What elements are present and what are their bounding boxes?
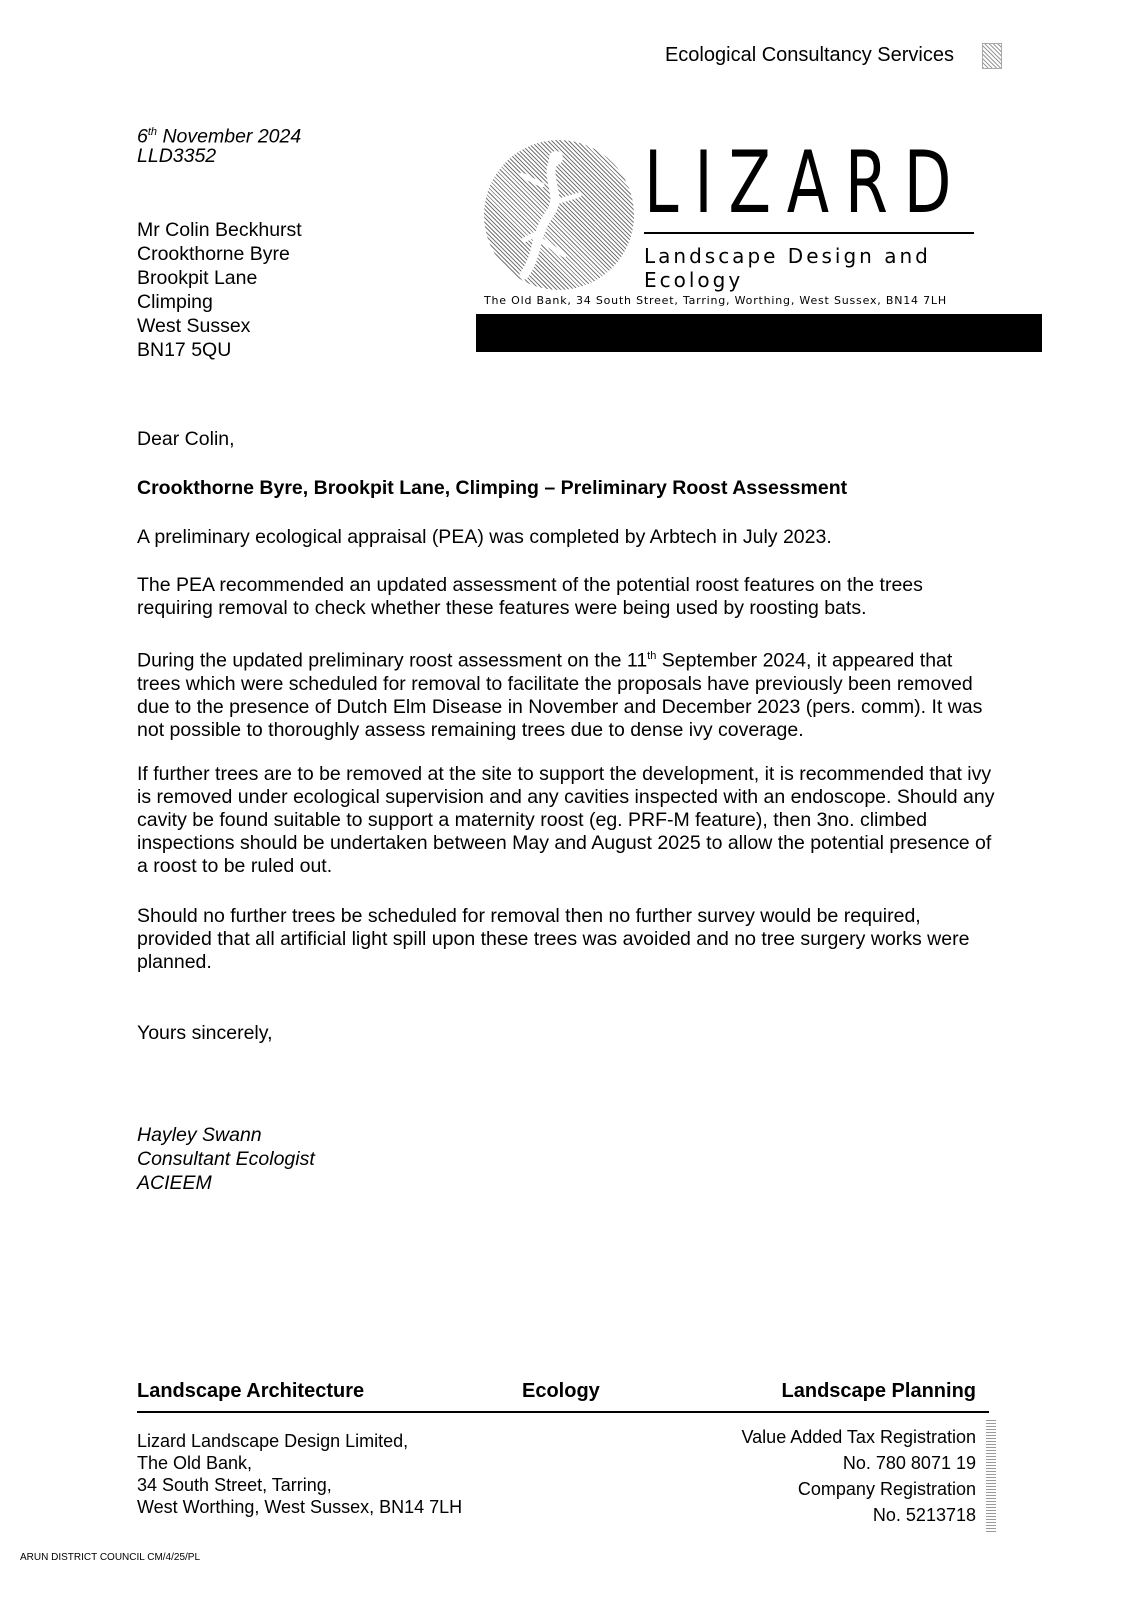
signatory-name: Hayley Swann [137, 1124, 262, 1146]
signature-block [137, 1123, 315, 1195]
header-page-badge [982, 43, 1002, 69]
recipient-address [137, 218, 302, 362]
footer-address-line: 34 South Street, Tarring, [137, 1475, 332, 1495]
recipient-line: Brookpit Lane [137, 267, 258, 289]
footer-address-line: The Old Bank, [137, 1453, 253, 1473]
footer-decorative-strip [986, 1418, 996, 1532]
redaction-bar [476, 314, 1042, 352]
paragraph-3: During the updated preliminary roost assessment on the 11th September 2024, it appeared that trees which were scheduled for removal to facilitate the proposals have previously been removed due to the presence of Dutch Elm Disease in November and December 2023 (pers. comm). It was not possible to thoroughly assess remaining trees due to dense ivy coverage. [137, 649, 983, 741]
closing: Yours sincerely, [137, 1022, 273, 1044]
signatory-credential: ACIEEM [137, 1172, 212, 1194]
paragraph-5: Should no further trees be scheduled for removal then no further survey would be required, provided that all artificial light spill upon these trees was avoided and no tree surgery works were planned. [137, 905, 970, 973]
paragraph-1: A preliminary ecological appraisal (PEA) was completed by Arbtech in July 2023. [137, 526, 832, 548]
paragraph-4: If further trees are to be removed at the site to support the development, it is recommended that ivy is removed under ecological supervision and any cavities inspected with an endoscope. Should any cavity be found suitable to support a maternity roost (eg. PRF-M feature), then 3no. climbed inspections should be undertaken between May and August 2025 to allow the potential presence of a roost to be ruled out. [137, 763, 995, 877]
letter-subject: Crookthorne Byre, Brookpit Lane, Climping – Preliminary Roost Assessment [137, 477, 848, 499]
recipient-line: BN17 5QU [137, 339, 232, 361]
recipient-line: Mr Colin Beckhurst [137, 219, 302, 241]
recipient-line: West Sussex [137, 315, 251, 337]
logo-divider [644, 232, 974, 234]
registration-line: Company Registration [797, 1479, 976, 1499]
footer-divider [137, 1411, 989, 1413]
footer-service-2: Ecology [522, 1380, 600, 1402]
signatory-title: Consultant Ecologist [137, 1148, 315, 1170]
logo-address: The Old Bank, 34 South Street, Tarring, Worthing, West Sussex, BN14 7LH [484, 294, 947, 307]
council-stamp: ARUN DISTRICT COUNCIL CM/4/25/PL [20, 1552, 201, 1563]
logo-subtitle: Landscape Design and Ecology [644, 244, 931, 292]
salutation: Dear Colin, [137, 428, 235, 450]
footer-address-line: Lizard Landscape Design Limited, [137, 1431, 409, 1451]
footer-address [137, 1430, 462, 1518]
logo-wordmark: LIZARD [644, 133, 968, 233]
footer-service-1: Landscape Architecture [137, 1380, 365, 1402]
footer-service-3: Landscape Planning [781, 1380, 976, 1402]
recipient-line: Crookthorne Byre [137, 243, 290, 265]
paragraph-2: The PEA recommended an updated assessment of the potential roost features on the trees requiring removal to check whether these features were being used by roosting bats. [137, 574, 923, 619]
lizard-emblem-icon [484, 140, 634, 290]
recipient-line: Climping [137, 291, 213, 313]
letter-date: 6th November 2024 [137, 125, 302, 148]
letter-reference: LLD3352 [137, 145, 217, 167]
header-tagline: Ecological Consultancy Services [664, 44, 954, 66]
footer-registration [742, 1424, 977, 1528]
registration-line: Value Added Tax Registration [741, 1427, 976, 1447]
registration-line: No. 780 8071 19 [842, 1453, 976, 1473]
footer-address-line: West Worthing, West Sussex, BN14 7LH [137, 1497, 463, 1517]
registration-line: No. 5213718 [872, 1505, 976, 1525]
